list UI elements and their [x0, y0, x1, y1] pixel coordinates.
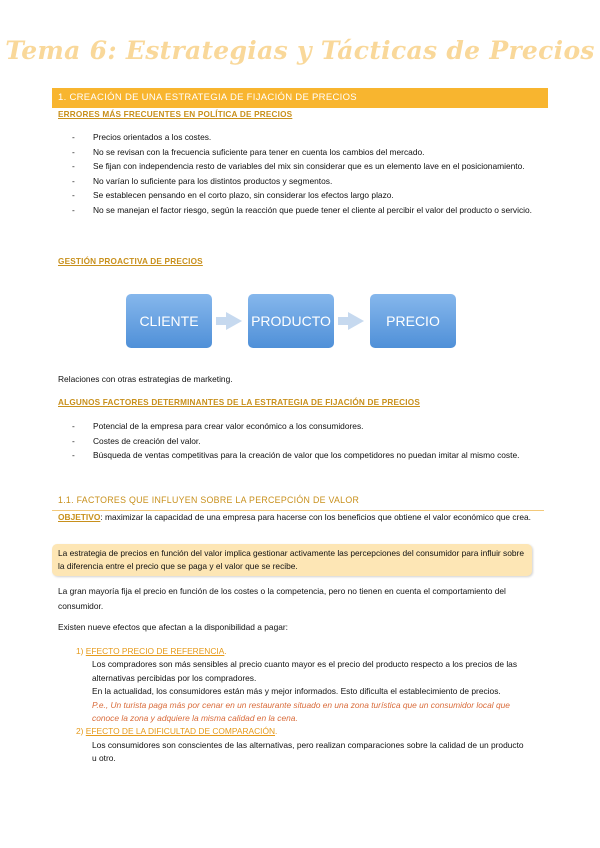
effect-1-body-1: Los compradores son más sensibles al precio cuanto mayor es el precio del producto respecto a los precios de las alternativas percibidas por los compradores. — [92, 659, 518, 683]
subsection-heading: 1.1. FACTORES QUE INFLUYEN SOBRE LA PERCEPCIÓN DE VALOR — [58, 495, 360, 505]
factores-list — [72, 419, 534, 463]
page-title: Tema 6: Estrategias y Tácticas de Precios — [5, 36, 595, 65]
highlight-callout: La estrategia de precios en función del valor implica gestionar activamente las percepciones del consumidor para influir sobre la diferencia entre el precio que se paga y el valor que se recibe. — [52, 544, 532, 576]
relaciones-text: Relaciones con otras estrategias de marketing. — [58, 374, 233, 384]
list-item: - Se establecen pensando en el corto plazo, sin considerar los efectos largo plazo. — [72, 188, 534, 203]
effect-1-example: P.e., Un turista paga más por cenar en un restaurante situado en una zona turística que un consumidor local que conoce la zona y adquiere la misma calidad en la cena. — [92, 699, 510, 724]
diagram-box-precio: PRECIO — [370, 294, 456, 348]
subsection-heading-row — [52, 490, 544, 511]
list-item: - Búsqueda de ventas competitivas para la creación de valor que los competidores no puedan imitar al mismo coste. — [72, 448, 534, 463]
list-item: - Costes de creación del valor. — [72, 434, 534, 449]
arrow-right-icon — [348, 312, 364, 330]
list-item: - No varían lo suficiente para los distintos productos y segmentos. — [72, 174, 534, 189]
errores-heading: ERRORES MÁS FRECUENTES EN POLÍTICA DE PRECIOS — [58, 110, 293, 119]
effects-list — [76, 645, 526, 766]
pricing-flow-diagram — [126, 294, 456, 350]
effect-2-body-1: Los consumidores son conscientes de las alternativas, pero realizan comparaciones sobre la calidad de un producto u otro. — [92, 739, 524, 764]
list-item: - Precios orientados a los costes. — [72, 130, 534, 145]
effect-number: 2) — [76, 726, 84, 737]
effect-1-body-2: En la actualidad, los consumidores están más y mejor informados. Esto dificulta el establecimiento de precios. — [92, 686, 501, 697]
effect-title: EFECTO DE LA DIFICULTAD DE COMPARACIÓN — [85, 726, 276, 737]
effect-2-heading: 2) EFECTO DE LA DIFICULTAD DE COMPARACIÓN. — [76, 726, 278, 737]
objetivo-label: OBJETIVO — [58, 512, 101, 522]
effect-title: EFECTO PRECIO DE REFERENCIA — [85, 646, 225, 656]
objetivo-paragraph — [58, 510, 540, 525]
objetivo-text: : maximizar la capacidad de una empresa para hacerse con los beneficios que obtiene el valor económico que crea. — [100, 512, 531, 522]
list-item: - Se fijan con independencia resto de variables del mix sin considerar que es un elemento lave en el posicionamiento. — [72, 159, 534, 174]
factores-heading: ALGUNOS FACTORES DETERMINANTES DE LA ESTRATEGIA DE FIJACIÓN DE PRECIOS — [58, 398, 420, 407]
list-item: - No se manejan el factor riesgo, según la reacción que puede tener el cliente al percibir el valor del producto o servicio. — [72, 203, 534, 218]
list-item: - No se revisan con la frecuencia suficiente para tener en cuenta los cambios del mercado. — [72, 145, 534, 160]
arrow-right-icon — [226, 312, 242, 330]
diagram-box-producto: PRODUCTO — [248, 294, 334, 348]
diagram-box-cliente: CLIENTE — [126, 294, 212, 348]
gestion-heading: GESTIÓN PROACTIVA DE PRECIOS — [58, 257, 203, 266]
nueve-efectos-text: Existen nueve efectos que afectan a la disponibilidad a pagar: — [58, 622, 289, 632]
mayoria-text: La gran mayoría fija el precio en función de los costes o la competencia, pero no tienen en cuenta el comportamiento del consumidor. — [58, 586, 506, 611]
list-item: - Potencial de la empresa para crear valor económico a los consumidores. — [72, 419, 534, 434]
section-heading: 1. CREACIÓN DE UNA ESTRATEGIA DE FIJACIÓN DE PRECIOS — [52, 88, 548, 108]
errores-list — [72, 130, 534, 218]
effect-1-heading: 1) EFECTO PRECIO DE REFERENCIA. — [76, 646, 227, 656]
effect-number: 1) — [76, 646, 84, 656]
